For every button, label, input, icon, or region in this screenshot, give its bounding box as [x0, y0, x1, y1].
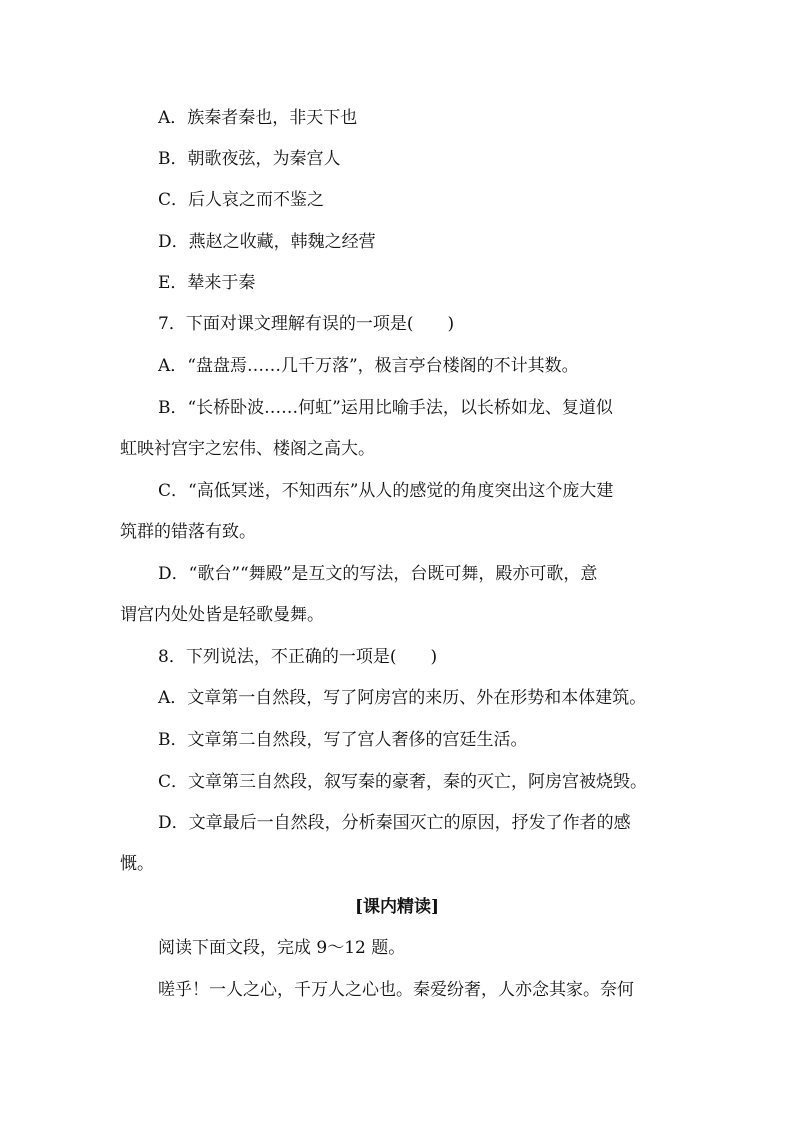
q7-option-d-line1: D．“歌台”“舞殿”是互文的写法，台既可舞，殿亦可歌，意	[158, 564, 598, 584]
q6-option-a: A．族秦者秦也，非天下也	[158, 108, 358, 128]
q7-option-d-line2: 谓宫内处处皆是轻歌曼舞。	[120, 605, 324, 625]
q7-option-c-line2: 筑群的错落有致。	[120, 522, 256, 542]
reading-instruction: 阅读下面文段，完成 9～12 题。	[158, 938, 406, 958]
q6-option-b: B．朝歌夜弦，为秦宫人	[158, 149, 341, 169]
q7-option-b-line1: B．“长桥卧波……何虹”运用比喻手法，以长桥如龙、复道似	[158, 398, 613, 418]
q7-stem: 7．下面对课文理解有误的一项是( )	[158, 314, 455, 334]
reading-passage-line1: 嗟乎！一人之心，千万人之心也。秦爱纷奢，人亦念其家。奈何	[158, 980, 634, 1000]
q8-option-b: B．文章第二自然段，写了宫人奢侈的宫廷生活。	[158, 730, 528, 750]
q6-option-c: C．后人哀之而不鉴之	[158, 190, 325, 210]
q7-option-a: A．“盘盘焉……几千万落”，极言亭台楼阁的不计其数。	[158, 356, 579, 376]
section-title: [课内精读]	[354, 897, 440, 917]
q8-option-c: C．文章第三自然段，叙写秦的豪奢，秦的灭亡，阿房宫被烧毁。	[158, 772, 648, 792]
q8-option-d-line1: D．文章最后一自然段，分析秦国灭亡的原因，抒发了作者的感	[158, 813, 631, 833]
q7-option-c-line1: C．“高低冥迷，不知西东”从人的感觉的角度突出这个庞大建	[158, 481, 614, 501]
q8-option-d-line2: 慨。	[120, 854, 154, 874]
q8-stem: 8．下列说法，不正确的一项是( )	[158, 647, 438, 667]
q6-option-e: E．辇来于秦	[158, 273, 256, 293]
q7-option-b-line2: 虹映衬宫宇之宏伟、楼阁之高大。	[120, 439, 375, 459]
q6-option-d: D．燕赵之收藏，韩魏之经营	[158, 232, 376, 252]
q8-option-a: A．文章第一自然段，写了阿房宫的来历、外在形势和本体建筑。	[158, 688, 647, 708]
